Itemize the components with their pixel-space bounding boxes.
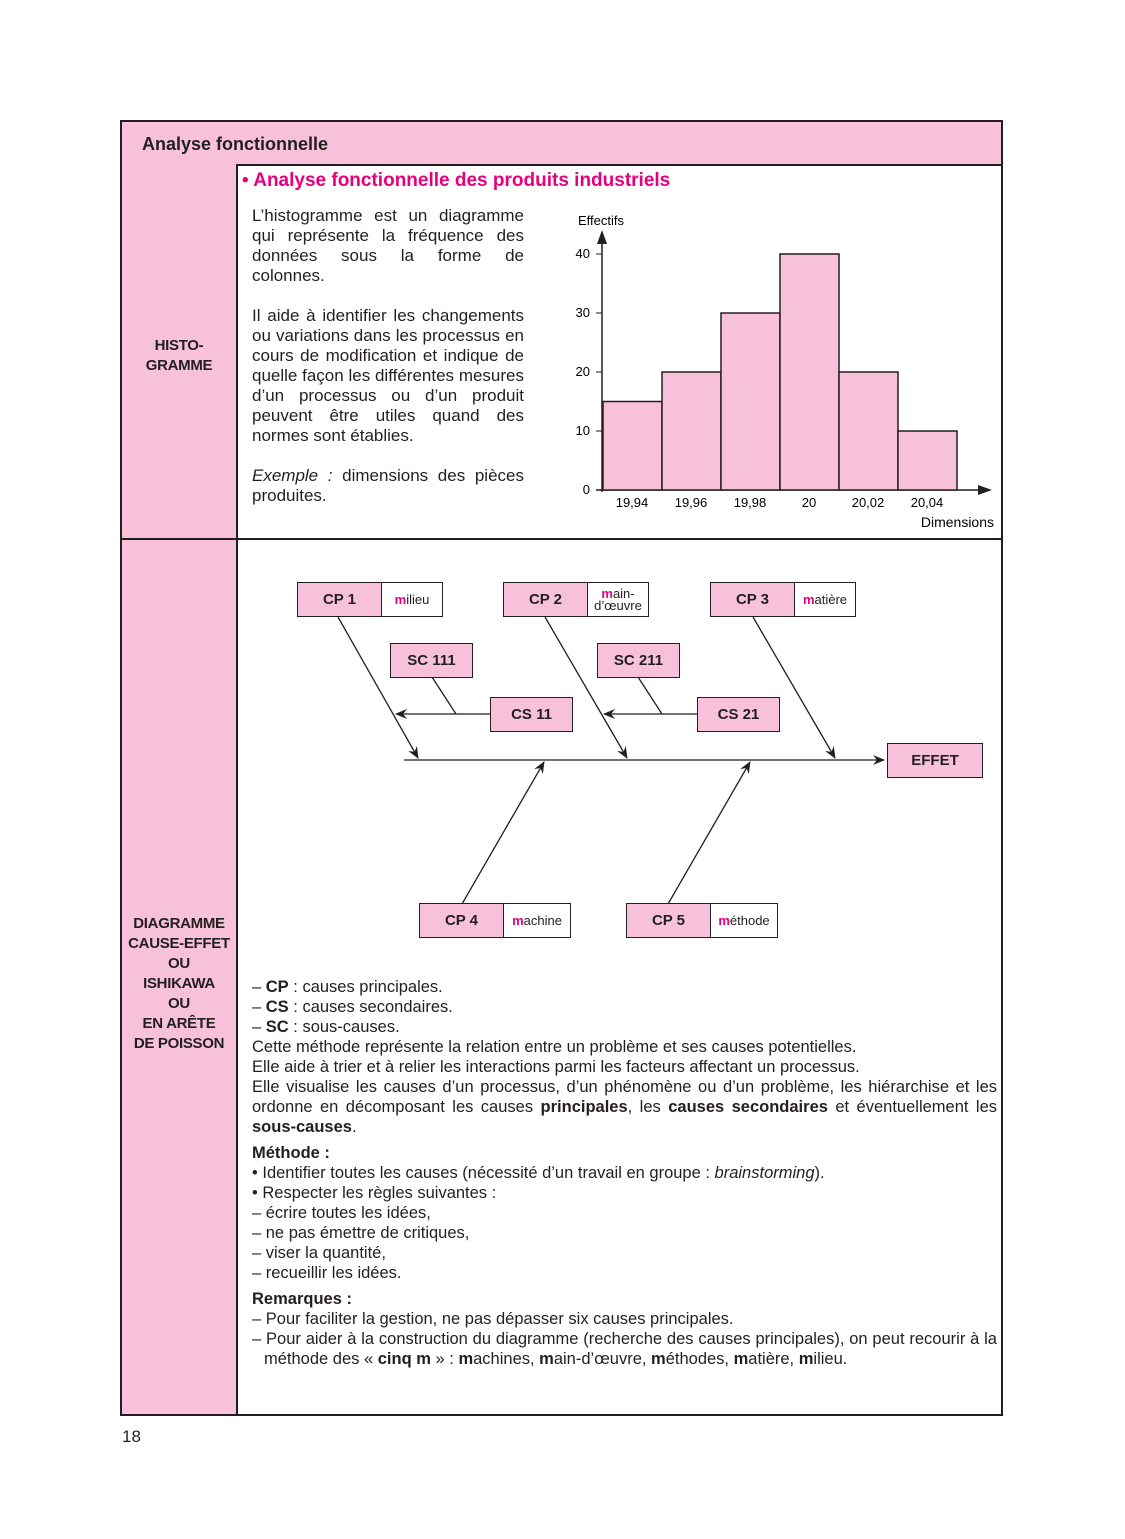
subcause-box-sc211 (597, 643, 680, 678)
cause-code: CP 2 (504, 583, 587, 616)
y-tick: 10 (575, 423, 590, 438)
remarque-item (252, 1329, 997, 1369)
text-run: éthodes, (665, 1350, 734, 1368)
example-label: Exemple : (252, 466, 333, 485)
subcause-code: SC 211 (598, 644, 679, 677)
header-title: Analyse fonctionnelle (142, 134, 329, 154)
secondary-cause-code: CS 11 (491, 698, 572, 731)
side-label-line: EN ARÊTE (142, 1015, 216, 1032)
legend-text: : causes principales. (288, 978, 443, 996)
fishbone-text (252, 977, 997, 1369)
text-run: ). (814, 1164, 825, 1182)
remarques-title: Remarques : (252, 1290, 352, 1308)
m-highlight: m (394, 591, 407, 607)
x-tick: 20,02 (851, 495, 885, 510)
cause-code: CP 3 (711, 583, 794, 616)
m-highlight: m (718, 912, 730, 928)
description-paragraph (252, 1077, 997, 1137)
side-label-line: GRAMME (145, 357, 213, 374)
methode-rule: – écrire toutes les idées, (252, 1204, 431, 1222)
section-title: • Analyse fonctionnelle des produits industriels (242, 170, 671, 191)
x-tick: 20 (801, 495, 817, 510)
example-text: dimensions des pièces produites. (252, 466, 524, 505)
methode-bullet: • Respecter les règles suivantes : (252, 1184, 497, 1202)
cause-label (503, 904, 570, 937)
bold-run: principales (540, 1098, 628, 1116)
methode-rule: – recueillir les idées. (252, 1264, 402, 1282)
side-label-line: OU (168, 995, 190, 1012)
text-run: , les (627, 1098, 669, 1116)
m-highlight: m (512, 912, 524, 928)
legend-text: : sous-causes. (288, 1018, 400, 1036)
y-tick: 30 (575, 305, 590, 320)
cause-label (710, 904, 777, 937)
x-tick: 19,96 (674, 495, 708, 510)
text-run: – Pour aider à la construction du diagramme (recherche des causes principales), on peut recourir à la méthode des « (252, 1330, 997, 1368)
remarque-item: – Pour faciliter la gestion, ne pas dépasser six causes principales. (252, 1310, 734, 1328)
m-bold: m (733, 1350, 749, 1368)
cause-code: CP 1 (298, 583, 381, 616)
text-run: et éventuellement les (827, 1098, 997, 1116)
m-bold: m (798, 1350, 814, 1368)
legend-item: – CP : causes principales. (252, 978, 443, 996)
secondary-cause-box-cs11 (490, 697, 573, 732)
side-label-line: OU (168, 955, 190, 972)
side-label-line: HISTO- (154, 337, 204, 354)
cause-box-cp5 (626, 903, 778, 938)
subcause-box-sc111 (390, 643, 473, 678)
bold-run: causes secondaires (668, 1098, 828, 1116)
text-run: ain-d’œuvre, (553, 1350, 652, 1368)
m-bold: m (458, 1350, 474, 1368)
side-label-line: DE POISSON (133, 1035, 225, 1052)
histogram-paragraph-1: L’histogramme est un diagramme qui représente la fréquence des données sous la forme de colonnes. (252, 206, 524, 285)
cause-box-cp2 (503, 582, 649, 617)
legend-item: – SC : sous-causes. (252, 1018, 400, 1036)
cause-code: CP 5 (627, 904, 710, 937)
methode-rule: – viser la quantité, (252, 1244, 386, 1262)
bold-run: cinq m (377, 1350, 431, 1368)
secondary-cause-code: CS 21 (698, 698, 779, 731)
page-number: 18 (122, 1427, 141, 1446)
side-label-line: ISHIKAWA (143, 975, 215, 992)
text-run: achines, (473, 1350, 540, 1368)
subcause-code: SC 111 (391, 644, 472, 677)
text-run: Elle visualise les causes d’un processus, d’un phénomène ou d’un problème, les hiérarchise et les ordonne en décomposant les causes (252, 1078, 997, 1116)
cause-label-rest: ilieu (406, 591, 430, 607)
text-run: atière, (748, 1350, 799, 1368)
side-label-line: CAUSE-EFFET (128, 935, 230, 952)
cause-box-cp3 (710, 582, 856, 617)
cause-label-rest: ain- (612, 585, 635, 601)
italic-run: brainstorming (714, 1164, 815, 1182)
legend-text: : causes secondaires. (288, 998, 453, 1016)
legend-abbr: CS (265, 998, 289, 1016)
histogram-paragraph-2: Il aide à identifier les changements ou variations dans les processus en cours de modification et indique de quelle façon les différentes mesures d’un processus ou d’un produit peuvent être utiles quand des normes sont établies. (252, 306, 524, 445)
cause-label-rest: achine (523, 912, 562, 928)
text-run: ilieu. (813, 1350, 848, 1368)
cause-code: CP 4 (420, 904, 503, 937)
legend-item: – CS : causes secondaires. (252, 998, 453, 1016)
effect-box (887, 743, 983, 778)
legend-abbr: SC (265, 1018, 289, 1036)
x-tick: 19,98 (733, 495, 767, 510)
cause-label (381, 583, 442, 616)
text-run: • Identifier toutes les causes (nécessité d’un travail en groupe : (252, 1164, 715, 1182)
m-bold: m (539, 1350, 554, 1368)
y-tick: 0 (582, 482, 590, 497)
cause-label (587, 583, 648, 616)
x-tick: 20,04 (910, 495, 944, 510)
m-highlight: m (802, 591, 815, 607)
legend-abbr: CP (265, 978, 289, 996)
description-line: Cette méthode représente la relation entre un problème et ses causes potentielles. (252, 1038, 857, 1056)
cause-box-cp4 (419, 903, 571, 938)
description-line: Elle aide à trier et à relier les interactions parmi les facteurs affectant un processus. (252, 1058, 860, 1076)
methode-rule: – ne pas émettre de critiques, (252, 1224, 470, 1242)
methode-title: Méthode : (252, 1144, 330, 1162)
cause-label-line2: d’œuvre (594, 597, 642, 613)
page-frame (120, 120, 1003, 1416)
y-axis-label: Effectifs (578, 213, 625, 228)
y-tick: 40 (575, 246, 590, 261)
text-run: » : (430, 1350, 459, 1368)
m-bold: m (651, 1350, 666, 1368)
m-highlight: m (601, 585, 613, 601)
fishbone-diagram-lines (122, 122, 1005, 1022)
cause-label-rest: atière (814, 591, 848, 607)
side-label-line: DIAGRAMME (133, 915, 225, 932)
secondary-cause-box-cs21 (697, 697, 780, 732)
y-tick: 20 (575, 364, 590, 379)
text-run: . (351, 1118, 357, 1136)
effect-label: EFFET (888, 744, 982, 777)
x-axis-label: Dimensions (920, 514, 994, 530)
cause-label-rest: éthode (729, 912, 770, 928)
x-tick: 19,94 (615, 495, 649, 510)
bold-run: sous-causes (252, 1118, 352, 1136)
methode-bullet (252, 1163, 997, 1183)
cause-box-cp1 (297, 582, 443, 617)
cause-label (794, 583, 855, 616)
